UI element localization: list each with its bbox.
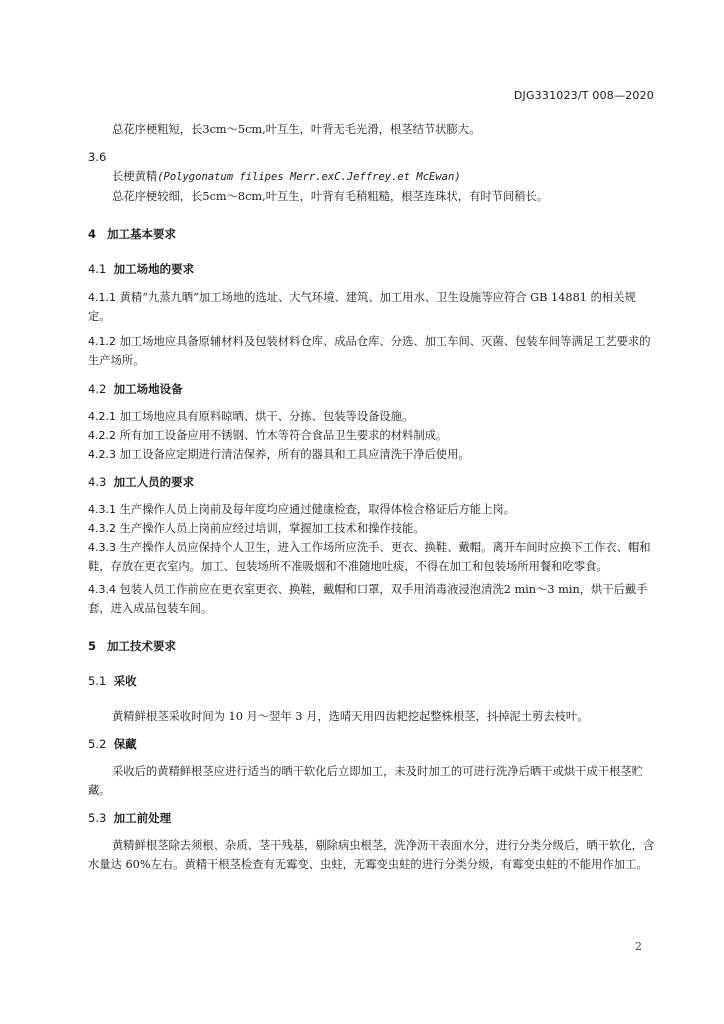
term-chinese-name: 长梗黄精 [112,170,158,183]
term-latin-name: (Polygonatum filipes Merr.exC.Jeffrey.et McEwan) [157,171,461,183]
clause-text: 生产操作人员上岗前及每年度均应通过健康检查，取得体检合格证后方能上岗。 [119,503,515,516]
heading-4-1 [88,260,656,279]
paragraph-5-1: 黄精鲜根茎采收时间为 10 月～翌年 3 月，选晴天用四齿耙挖起整株根茎，抖掉泥土剪去枝叶。 [112,710,589,723]
heading-title: 加工人员的要求 [113,475,195,489]
heading-number: 4.2 [88,382,107,396]
heading-5-2 [88,735,656,754]
paragraph-3-5-tail: 总花序梗粗短，长3cm～5cm,叶互生，叶背无毛光滑，根茎结节状膨大。 [112,123,481,136]
page-number: 2 [635,940,642,953]
heading-number: 5.2 [88,737,107,751]
clause-4-2-3 [88,445,656,464]
heading-title: 加工基本要求 [106,227,176,241]
clause-number: 4.2.2 [88,429,116,442]
clause-text: 加工场地应具备原辅材料及包装材料仓库、成品仓库、分选、加工车间、灭菌、包装车间等满足工艺要求的生产场所。 [88,335,651,367]
heading-title: 加工前处理 [113,811,172,825]
heading-4-3 [88,473,656,492]
clause-number: 4.1.1 [88,291,116,304]
heading-number: 4 [88,227,97,241]
clause-4-3-4 [88,580,656,618]
clause-number: 4.3.1 [88,503,116,516]
heading-number: 4.3 [88,475,107,489]
heading-title: 加工场地的要求 [113,262,195,276]
clause-text: 加工设备应定期进行清洁保养，所有的器具和工具应清洗干净后使用。 [119,448,470,461]
clause-number-3-6: 3.6 [88,150,107,164]
heading-4-2 [88,380,656,399]
paragraph-5-3: 黄精鲜根茎除去须根、杂质、茎干残基，剔除病虫根茎，洗净沥干表面水分，进行分类分级后，晒干软化，含水量达 60%左右。黄精干根茎检查有无霉变、虫蛀，无霉变虫蛀的进行分类分级，有霉变虫蛀的不能用作加工。 [88,839,655,871]
heading-title: 加工场地设备 [113,382,183,396]
clause-number: 4.3.3 [88,541,116,554]
heading-title: 保藏 [113,737,137,751]
heading-number: 5.1 [88,674,107,688]
clause-4-2-2 [88,426,656,445]
term-3-6 [88,167,656,187]
heading-number: 5.3 [88,811,107,825]
heading-5-1 [88,672,656,691]
document-code: DJG331023/T 008—2020 [513,89,654,102]
clause-number: 4.1.2 [88,335,116,348]
document-body [88,120,656,874]
clause-number: 4.3.4 [88,583,116,596]
heading-5 [88,637,656,656]
clause-number: 4.2.1 [88,410,116,423]
heading-title: 采收 [113,674,137,688]
heading-5-3 [88,809,656,828]
heading-number: 5 [88,639,97,653]
clause-number: 4.2.3 [88,448,116,461]
clause-text: 黄精“九蒸九晒”加工场地的选址、大气环境、建筑、加工用水、卫生设施等应符合 GB 14881 的相关规定。 [88,291,636,323]
clause-4-2-1 [88,407,656,426]
clause-4-1-2 [88,332,656,370]
clause-4-3-3 [88,538,656,576]
clause-text: 生产操作人员上岗前应经过培训，掌握加工技术和操作技能。 [119,522,425,535]
clause-text: 所有加工设备应用不锈钢、竹木等符合食品卫生要求的材料制成。 [119,429,448,442]
heading-number: 4.1 [88,262,107,276]
clause-text: 生产操作人员应保持个人卫生，进入工作场所应洗手、更衣、换鞋、戴帽。离开车间时应换下工作衣、帽和鞋，存放在更衣室内。加工、包装场所不准吸烟和不准随地吐痰，不得在加工和包装场所用餐和吃零食。 [88,541,651,573]
heading-title: 加工技术要求 [106,639,176,653]
clause-text: 加工场地应具有原料晾晒、烘干、分拣、包装等设备设施。 [119,410,414,423]
clause-4-3-1 [88,500,656,519]
clause-number: 4.3.2 [88,522,116,535]
clause-text: 包装人员工作前应在更衣室更衣、换鞋，戴帽和口罩，双手用消毒液浸泡清洗2 min～3 min，烘干后戴手套，进入成品包装车间。 [88,583,648,615]
heading-4 [88,225,656,244]
clause-4-1-1 [88,288,656,326]
clause-4-3-2 [88,519,656,538]
paragraph-5-2: 采收后的黄精鲜根茎应进行适当的晒干软化后立即加工，未及时加工的可进行洗净后晒干或烘干成干根茎贮藏。 [88,765,643,797]
paragraph-3-6-desc: 总花序梗较细，长5cm～8cm,叶互生，叶背有毛稍粗糙，根茎连珠状，有时节间稍长。 [112,190,549,203]
